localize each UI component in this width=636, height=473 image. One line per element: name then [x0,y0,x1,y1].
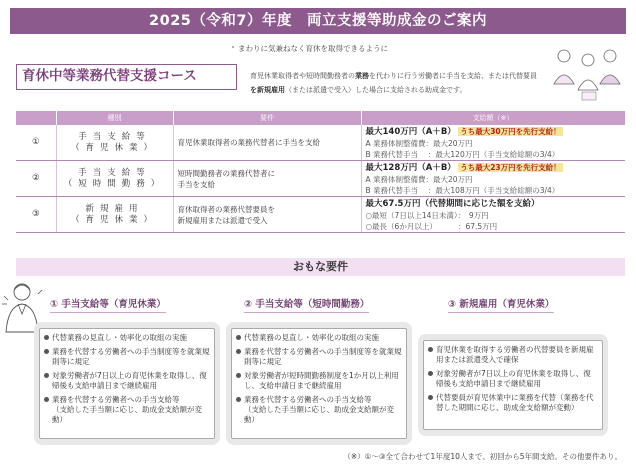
list-item: 業務を代替する労働者への手当支給等 （支給した手当額に応じ、助成金支給額が変動） [236,395,402,425]
list-item: 対象労働者が7日以上の育児休業を取得し、復帰後も支給申請日まで継続雇用 [44,371,210,391]
col-header-requirement: 要件 [173,111,361,125]
col-header-num [16,111,56,125]
list-item: 代替業務の見直し・効率化の取組の実施 [44,333,210,343]
list-item: 代替業務の見直し・効率化の取組の実施 [236,333,402,343]
row-number: ③ [16,197,56,233]
list-item: 対象労働者が7日以上の育児休業を取得し、復帰後も支給申請日まで継続雇用 [428,369,598,389]
col-header-type: 種別 [56,111,173,125]
subsidy-table [16,111,626,233]
row-requirement: 育児休業取得者の業務代替者に手当を支給 [173,125,361,161]
requirement-card-3 [418,334,608,436]
page-title: 2025（令和7）年度 両立支援等助成金のご案内 [10,8,626,34]
row-amount: 最大67.5万円（代替期間に応じた額を支給） ○最短（7日以上14日未満）： 9万円 ○最長（6か月以上） ：67.5万円 [361,197,625,233]
list-item: 業務を代替する労働者への手当制度等を就業規則等に規定 [44,347,210,367]
list-item: 対象労働者が短時間勤務制度を1か月以上利用し、支給申請日まで継続雇用 [236,371,402,391]
table-row [16,125,625,161]
requirement-col-3-title: ③ 新規雇用（育児休業） [448,296,554,310]
people-illustration-icon [548,44,630,106]
course-title: 育休中等業務代替支援コース [16,64,237,90]
requirement-card-1 [34,322,220,445]
list-item: 業務を代替する労働者への手当支給等 （支給した手当額に応じ、助成金支給額が変動） [44,395,210,425]
row-amount: 最大140万円（A＋B） うち最大30万円を先行支給！ A 業務体制整備費：最大20万円 B 業務代替手当 ：最大120万円（手当支給総額の3/4） [361,125,625,161]
table-row [16,161,625,197]
list-item: 代替要員が育児休業中に業務を代替（業務を代替した期間に応じ、助成金支給額が変動） [428,393,598,413]
row-type: 新規雇用 （育児休業） [56,197,173,233]
requirement-col-2-title: ② 手当支給等（短時間勤務） [244,296,369,310]
row-type: 手当支給等 （短時間勤務） [56,161,173,197]
table-row [16,197,625,233]
row-type: 手当支給等 （育児休業） [56,125,173,161]
row-requirement: 短時間勤務者の業務代替者に 手当を支給 [173,161,361,197]
main-requirements-title: おもな要件 [16,258,625,276]
row-number: ① [16,125,56,161]
footnote: （※）①～③全て合わせて1年度10人まで、初回から5年間支給。その他要件あり。 [343,452,622,461]
catchphrase: まわりに気兼ねなく育休を取得できるように [238,44,388,53]
row-amount: 最大128万円（A＋B） うち最大23万円を先行支給！ A 業務体制整備費：最大20万円 B 業務代替手当 ：最大108万円（手当支給総額の3/4） [361,161,625,197]
list-item: 業務を代替する労働者への手当制度等を就業規則等に規定 [236,347,402,367]
list-item: 育児休業を取得する労働者の代替要員を新規雇用または派遣受入で確保 [428,345,598,365]
requirement-card-2 [226,322,412,445]
requirement-col-1-title: ① 手当支給等（育児休業） [50,296,166,310]
col-header-amount: 支給額（※） [361,111,625,125]
row-requirement: 育休取得者の業務代替要員を 新規雇用または派遣で受入 [173,197,361,233]
course-intro: 育児休業取得者や短時間勤務者の業務を代わりに行う労働者に手当を支給、または代替要員 を新規雇用（または派遣で受入）した場合に支給される助成金です。 [250,72,537,94]
row-number: ② [16,161,56,197]
